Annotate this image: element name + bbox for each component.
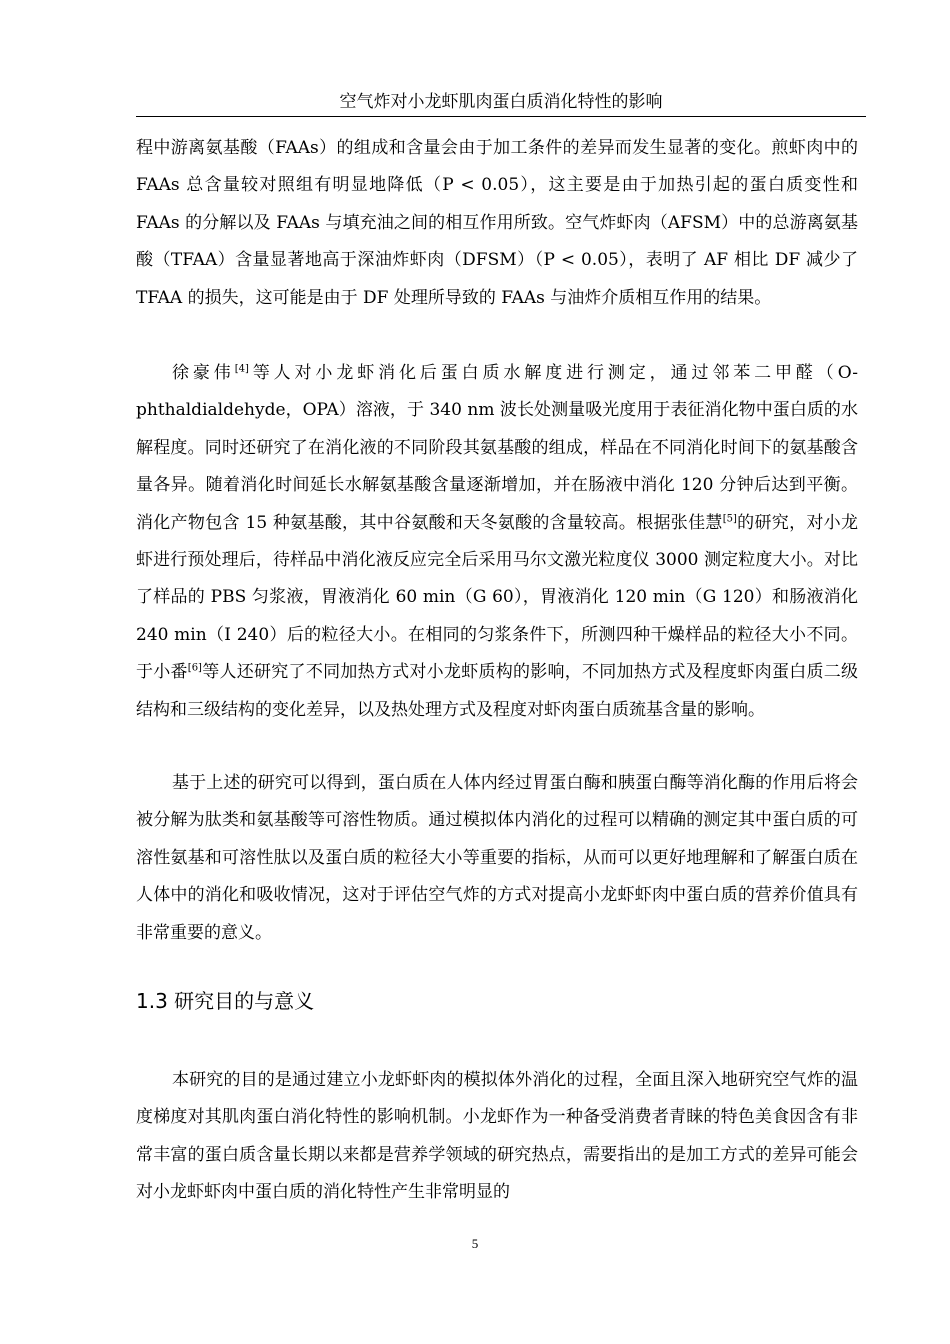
paragraph-text-segment: 的研究，对小龙虾进行预处理后，待样品中消化液反应完全后采用马尔文激光粒度仪 3000 测定粒度大小。对比了样品的 PBS 匀浆液，胃液消化 60 min（G 60），胃液消化 120 min（G 120）和肠液消化 240 min（I 240）后的粒径大小。在相同的匀浆条件下，所测四种干燥样品的粒径大小不同。于小番 [136, 512, 858, 683]
section-heading: 1.3 研究目的与意义 [136, 989, 315, 1013]
paragraph-prior-studies [136, 355, 858, 729]
running-header: 空气炸对小龙虾肌肉蛋白质消化特性的影响 [339, 92, 663, 112]
citation-ref: [4] [234, 363, 249, 375]
paragraph-text-segment: 等人还研究了不同加热方式对小龙虾质构的影响，不同加热方式及程度虾肉蛋白质二级结构和三级结构的变化差异，以及热处理方式及程度对虾肉蛋白质巯基含量的影响。 [136, 662, 859, 720]
paragraph-research-purpose: 本研究的目的是通过建立小龙虾虾肉的模拟体外消化的过程，全面且深入地研究空气炸的温度梯度对其肌肉蛋白消化特性的影响机制。小龙虾作为一种备受消费者青睐的特色美食因含有非常丰富的蛋白质含量长期以来都是营养学领域的研究热点，需要指出的是加工方式的差异可能会对小龙虾虾肉中蛋白质的消化特性产生非常明显的 [136, 1070, 858, 1203]
citation-ref: [5] [722, 512, 737, 524]
page-number: 5 [471, 1236, 479, 1251]
citation-ref: [6] [187, 662, 202, 674]
paragraph-summary: 基于上述的研究可以得到，蛋白质在人体内经过胃蛋白酶和胰蛋白酶等消化酶的作用后将会被分解为肽类和氨基酸等可溶性物质。通过模拟体内消化的过程可以精确的测定其中蛋白质的可溶性氨基和可溶性肽以及蛋白质的粒径大小等重要的指标，从而可以更好地理解和了解蛋白质在人体中的消化和吸收情况，这对于评估空气炸的方式对提高小龙虾虾肉中蛋白质的营养价值具有非常重要的意义。 [136, 773, 858, 943]
paragraph-text-segment: 徐豪伟 [172, 363, 235, 383]
header-rule [136, 116, 866, 117]
paragraph-text-segment: 等人对小龙虾消化后蛋白质水解度进行测定，通过邻苯二甲醛（O-phthaldialdehyde，OPA）溶液，于 340 nm 波长处测量吸光度用于表征消化物中蛋白质的水解程度。同时还研究了在消化液的不同阶段其氨基酸的组成，样品在不同消化时间下的氨基酸含量各异。随着消化时间延长水解氨基酸含量逐渐增加，并在肠液中消化 120 分钟后达到平衡。消化产物包含 15 种氨基酸，其中谷氨酸和天冬氨酸的含量较高。根据张佳慧 [136, 363, 859, 533]
paragraph-faa-changes: 程中游离氨基酸（FAAs）的组成和含量会由于加工条件的差异而发生显著的变化。煎虾肉中的 FAAs 总含量较对照组有明显地降低（P < 0.05），这主要是由于加热引起的蛋白质变性和 FAAs 的分解以及 FAAs 与填充油之间的相互作用所致。空气炸虾肉（AFSM）中的总游离氨基酸（TFAA）含量显著地高于深油炸虾肉（DFSM）（P < 0.05），表明了 AF 相比 DF 减少了 TFAA 的损失，这可能是由于 DF 处理所导致的 FAAs 与油炸介质相互作用的结果。 [136, 138, 858, 308]
